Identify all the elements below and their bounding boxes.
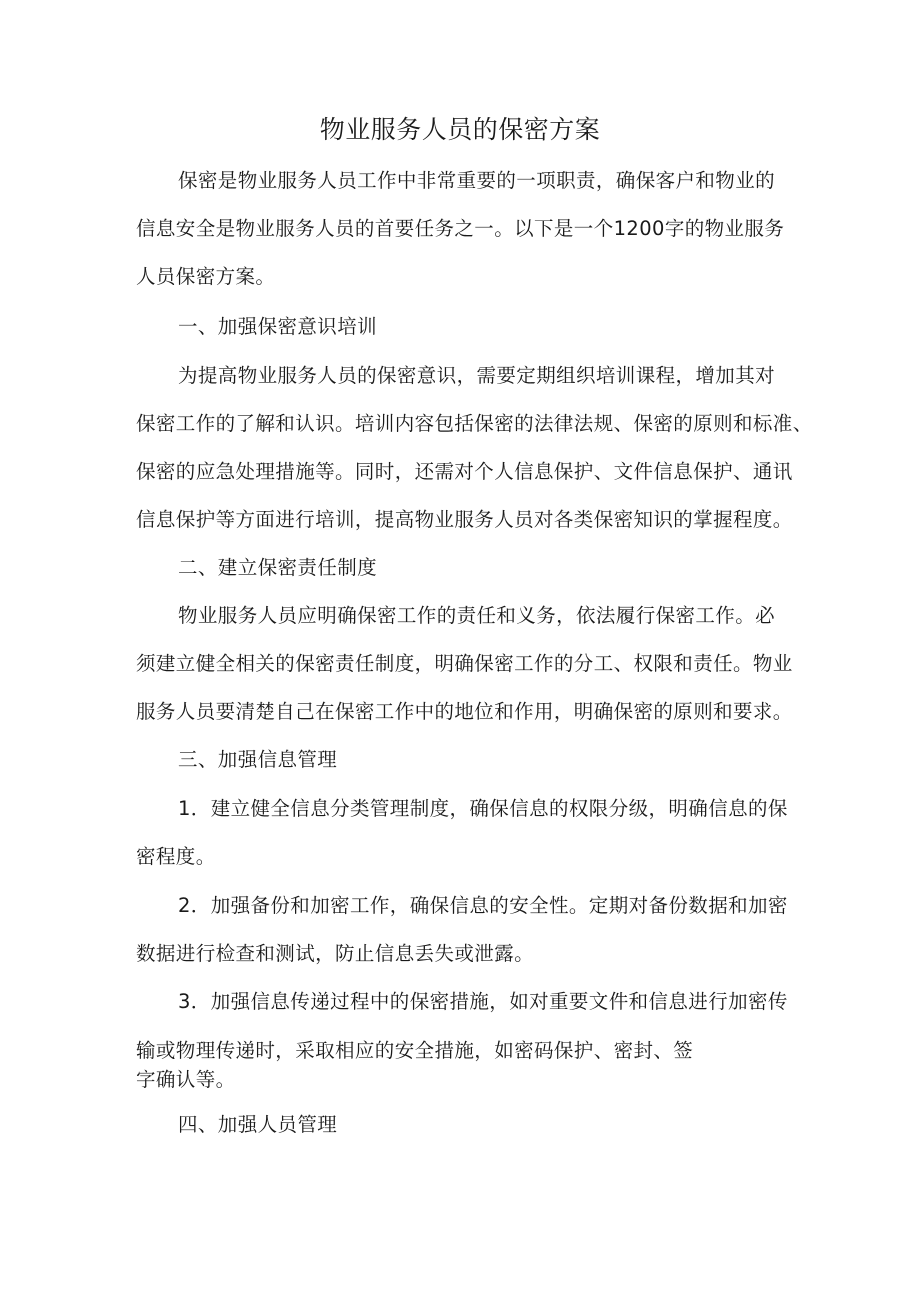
paragraph-line: 信息安全是物业服务人员的首要任务之一。以下是一个1200字的物业服务 (136, 217, 785, 240)
list-item-line: 1．建立健全信息分类管理制度，确保信息的权限分级，明确信息的保 (178, 797, 788, 820)
paragraph-line: 须建立健全相关的保密责任制度，明确保密工作的分工、权限和责任。物业 (136, 652, 793, 675)
paragraph-line: 人员保密方案。 (136, 265, 276, 288)
list-item-line: 字确认等。 (136, 1068, 236, 1091)
paragraph-line: 信息保护等方面进行培训，提高物业服务人员对各类保密知识的掌握程度。 (136, 508, 793, 531)
section-heading: 三、加强信息管理 (178, 748, 338, 771)
section-heading: 一、加强保密意识培训 (178, 315, 378, 338)
paragraph-line: 物业服务人员应明确保密工作的责任和义务，依法履行保密工作。必 (178, 604, 776, 627)
paragraph-line: 保密工作的了解和认识。培训内容包括保密的法律法规、保密的原则和标准、 (136, 412, 813, 435)
document-title: 物业服务人员的保密方案 (319, 115, 601, 144)
paragraph-line: 保密是物业服务人员工作中非常重要的一项职责，确保客户和物业的 (178, 169, 776, 192)
paragraph-line: 为提高物业服务人员的保密意识，需要定期组织培训课程，增加其对 (178, 364, 776, 387)
list-item-line: 数据进行检查和测试，防止信息丢失或泄露。 (136, 942, 535, 965)
section-heading: 二、建立保密责任制度 (178, 556, 378, 579)
list-item-line: 输或物理传递时，采取相应的安全措施，如密码保护、密封、签 (136, 1039, 694, 1062)
paragraph-line: 服务人员要清楚自己在保密工作中的地位和作用，明确保密的原则和要求。 (136, 700, 793, 723)
list-item-line: 密程度。 (136, 845, 216, 868)
list-item-line: 2．加强备份和加密工作，确保信息的安全性。定期对备份数据和加密 (178, 894, 788, 917)
list-item-line: 3．加强信息传递过程中的保密措施，如对重要文件和信息进行加密传 (178, 990, 788, 1013)
section-heading: 四、加强人员管理 (178, 1113, 338, 1136)
paragraph-line: 保密的应急处理措施等。同时，还需对个人信息保护、文件信息保护、通讯 (136, 460, 793, 483)
